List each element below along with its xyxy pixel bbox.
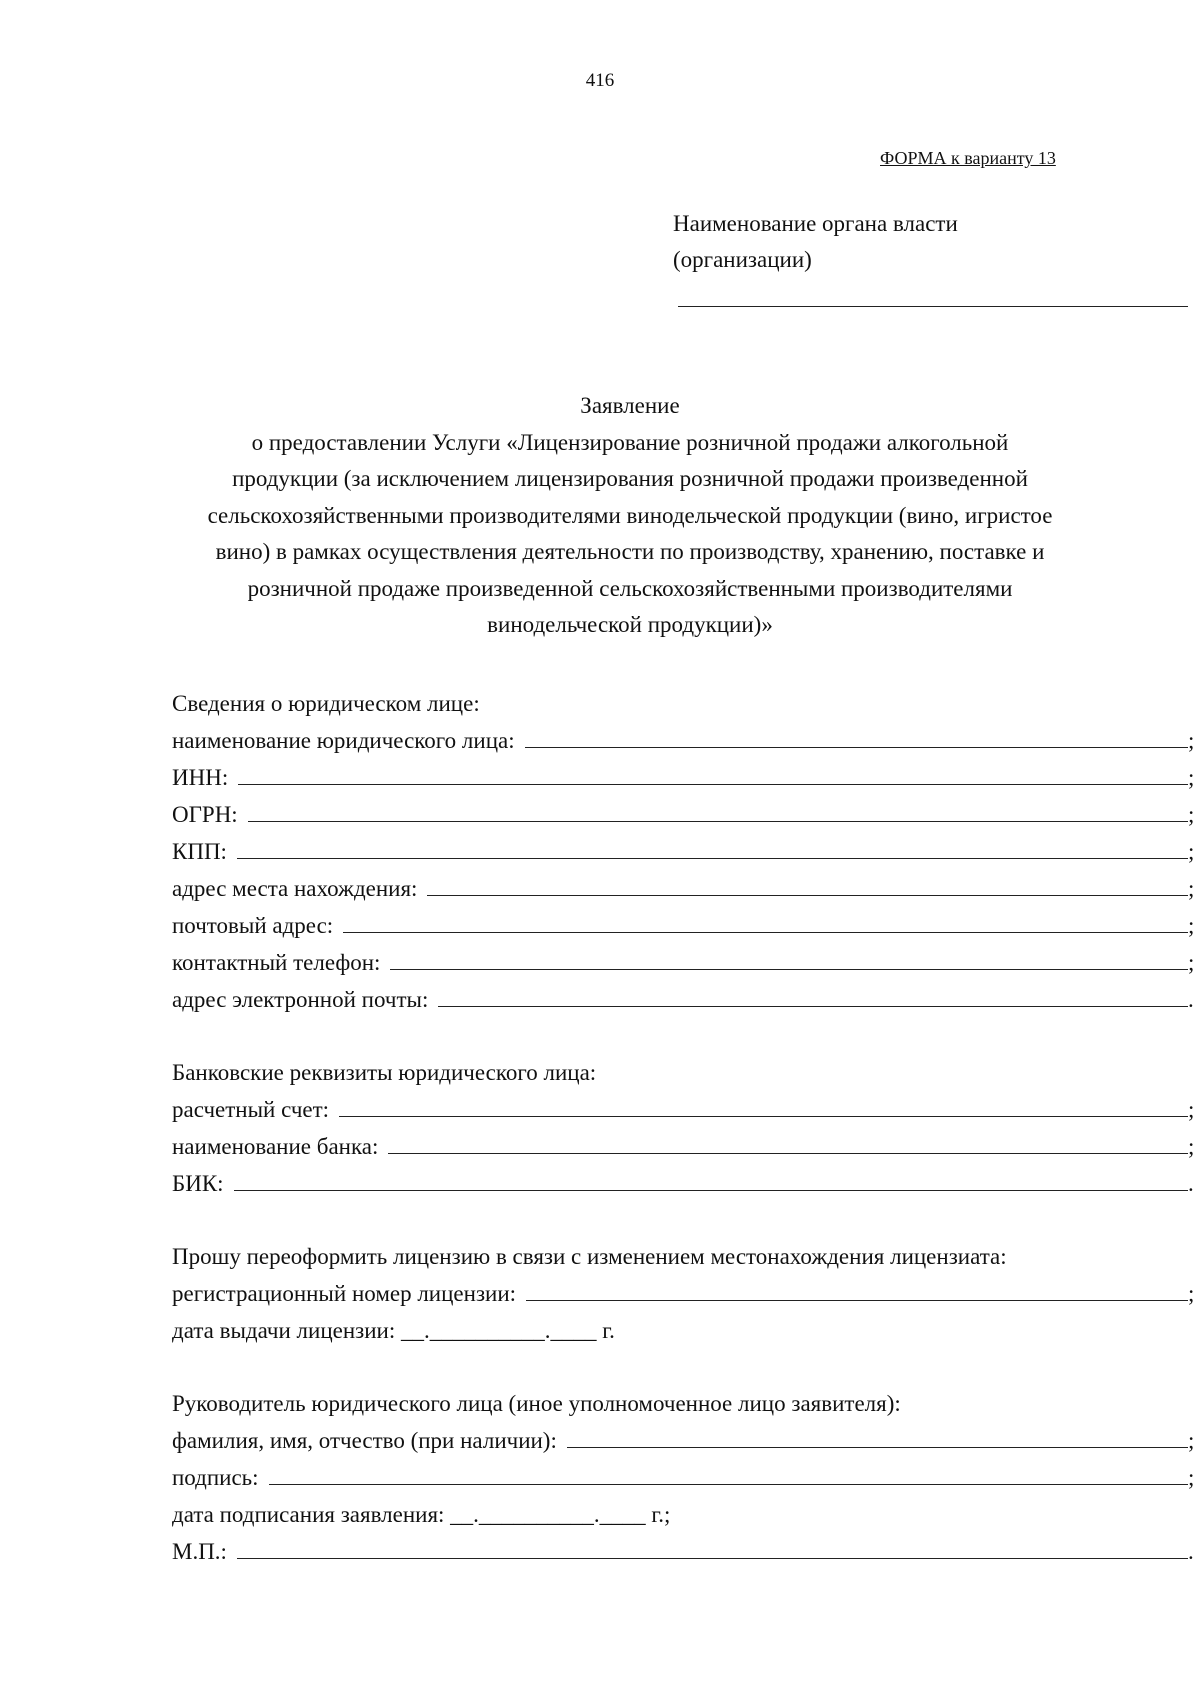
section-gap (172, 1197, 1200, 1233)
phone-field[interactable] (390, 968, 1188, 970)
field-row-email (172, 976, 1200, 1013)
field-row-kpp (172, 828, 1200, 865)
field-row-license-number (172, 1270, 1200, 1307)
statement-line: вино) в рамках осуществления деятельности по производству, хранению, поставке и (215, 539, 1045, 564)
field-end: . (1188, 1539, 1194, 1564)
form-body (172, 680, 1200, 1565)
field-label: ОГРН: (172, 802, 238, 827)
authority-line-1: Наименование органа власти (673, 211, 958, 236)
field-end: ; (1188, 950, 1195, 975)
license-heading: Прошу переоформить лицензию в связи с изменением местонахождения лицензиата: (172, 1244, 1007, 1269)
field-label: адрес места нахождения: (172, 876, 418, 901)
form-reference: ФОРМА к варианту 13 (880, 148, 1056, 168)
field-label: адрес электронной почты: (172, 987, 429, 1012)
license-number-field[interactable] (526, 1299, 1188, 1301)
field-label: ИНН: (172, 765, 229, 790)
statement-title: Заявление (580, 393, 680, 418)
field-end: ; (1188, 1465, 1195, 1490)
field-row-signature (172, 1454, 1200, 1491)
field-end: ; (1188, 728, 1195, 753)
field-label: подпись: (172, 1465, 259, 1490)
statement-header (150, 388, 1110, 644)
field-end: ; (1188, 1134, 1195, 1159)
statement-line: винодельческой продукции)» (487, 612, 773, 637)
field-row-ogrn (172, 791, 1200, 828)
fio-field[interactable] (567, 1446, 1188, 1448)
sign-date-field[interactable]: дата подписания заявления: __.__________.____ г.; (172, 1502, 671, 1527)
signature-field[interactable] (269, 1483, 1188, 1485)
field-end: ; (1188, 1097, 1195, 1122)
issue-date-field[interactable]: дата выдачи лицензии: __.__________.____ г. (172, 1318, 615, 1343)
statement-line: сельскохозяйственными производителями винодельческой продукции (вино, игристое (207, 502, 1053, 528)
field-end: . (1188, 1171, 1194, 1196)
entity-name-field[interactable] (525, 746, 1188, 748)
postal-address-field[interactable] (343, 931, 1188, 933)
field-label: БИК: (172, 1171, 224, 1196)
page-number: 416 (585, 70, 615, 91)
section-gap (172, 1013, 1200, 1049)
field-label: фамилия, имя, отчество (при наличии): (172, 1428, 557, 1453)
authority-line-2: (организации) (673, 247, 812, 272)
kpp-field[interactable] (237, 857, 1188, 859)
field-row-location-address (172, 865, 1200, 902)
field-end: ; (1188, 765, 1195, 790)
field-end: . (1188, 987, 1194, 1012)
field-row-fio (172, 1417, 1200, 1454)
head-heading: Руководитель юридического лица (иное уполномоченное лицо заявителя): (172, 1391, 901, 1416)
field-label: М.П.: (172, 1539, 227, 1564)
bank-heading: Банковские реквизиты юридического лица: (172, 1060, 597, 1085)
stamp-field[interactable] (237, 1557, 1188, 1559)
location-address-field[interactable] (427, 894, 1188, 896)
ogrn-field[interactable] (248, 820, 1188, 822)
authority-block (673, 206, 958, 278)
section-gap (172, 1344, 1200, 1380)
field-label: наименование юридического лица: (172, 728, 515, 753)
bank-name-field[interactable] (388, 1152, 1188, 1154)
field-row-phone (172, 939, 1200, 976)
field-end: ; (1188, 876, 1195, 901)
field-end: ; (1188, 913, 1195, 938)
field-end: ; (1188, 1281, 1195, 1306)
field-end: ; (1188, 1428, 1195, 1453)
field-row-inn (172, 754, 1200, 791)
field-label: КПП: (172, 839, 227, 864)
field-row-sign-date (172, 1491, 1200, 1528)
field-row-postal-address (172, 902, 1200, 939)
legal-entity-heading: Сведения о юридическом лице: (172, 691, 480, 716)
field-label: почтовый адрес: (172, 913, 334, 938)
statement-line: о предоставлении Услуги «Лицензирование розничной продажи алкогольной (251, 429, 1009, 455)
field-row-entity-name (172, 717, 1200, 754)
field-row-bank-name (172, 1123, 1200, 1160)
email-field[interactable] (438, 1005, 1188, 1007)
inn-field[interactable] (238, 783, 1188, 785)
field-label: расчетный счет: (172, 1097, 330, 1122)
field-label: контактный телефон: (172, 950, 381, 975)
statement-line: розничной продаже произведенной сельскохозяйственными производителями (247, 575, 1013, 601)
field-row-stamp (172, 1528, 1200, 1565)
field-label: регистрационный номер лицензии: (172, 1281, 517, 1306)
account-field[interactable] (339, 1115, 1188, 1117)
field-end: ; (1188, 839, 1195, 864)
field-row-account (172, 1086, 1200, 1123)
field-end: ; (1188, 802, 1195, 827)
bik-field[interactable] (234, 1189, 1188, 1191)
field-row-bik (172, 1160, 1200, 1197)
authority-field[interactable] (678, 306, 1188, 307)
field-row-issue-date (172, 1307, 1200, 1344)
field-label: наименование банка: (172, 1134, 379, 1159)
statement-line: продукции (за исключением лицензирования розничной продажи произведенной (232, 466, 1028, 491)
